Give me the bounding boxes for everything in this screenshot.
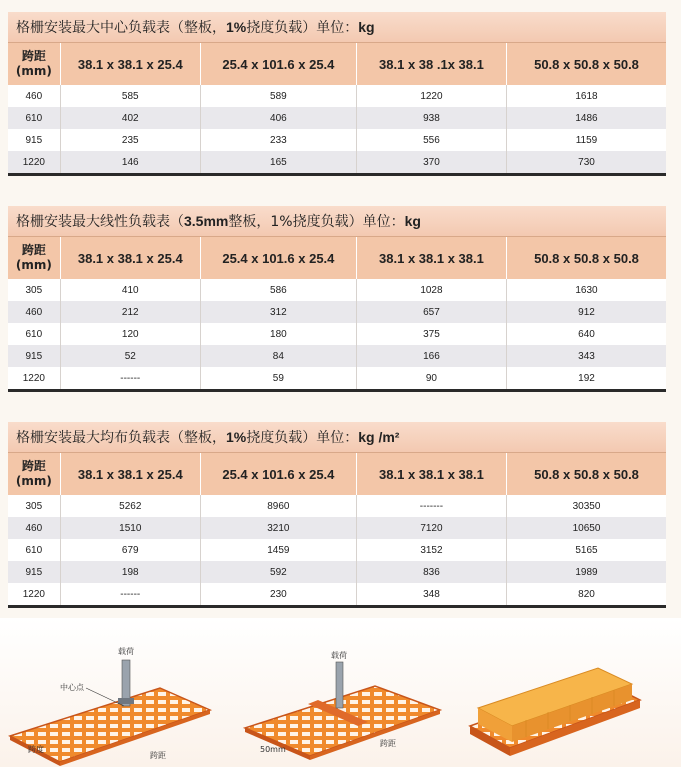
cell: 7120 (356, 517, 506, 539)
illustration-svg (0, 618, 681, 767)
title-bold: 1% (226, 19, 247, 35)
cell: 84 (200, 345, 356, 367)
table-linear-load (8, 206, 666, 392)
table-row (8, 539, 666, 561)
cell: 679 (60, 539, 200, 561)
cell: 1486 (506, 107, 666, 129)
column-header: 25.4 x 101.6 x 25.4 (200, 237, 356, 279)
cell: 192 (506, 367, 666, 389)
cell: 556 (356, 129, 506, 151)
cell: 235 (60, 129, 200, 151)
table-row (8, 129, 666, 151)
cell: 212 (60, 301, 200, 323)
cell: 312 (200, 301, 356, 323)
column-header: 38.1 x 38 .1x 38.1 (356, 43, 506, 85)
cell: 52 (60, 345, 200, 367)
cell: 233 (200, 129, 356, 151)
table-title (8, 206, 666, 236)
title-bold: 1% (226, 429, 247, 445)
cell: 836 (356, 561, 506, 583)
title-text: 格栅安装最大均布负载表（整板， (16, 430, 226, 446)
cell: 1989 (506, 561, 666, 583)
cell: 592 (200, 561, 356, 583)
table-uniform-load (8, 422, 666, 608)
cell: 585 (60, 85, 200, 107)
cell: 198 (60, 561, 200, 583)
cell: 59 (200, 367, 356, 389)
cell: 1618 (506, 85, 666, 107)
load-plunger-2 (336, 662, 343, 708)
cell: 1028 (356, 279, 506, 301)
cell: 610 (25, 112, 43, 124)
table-row (8, 85, 666, 107)
table-rule (8, 389, 666, 392)
column-header: 38.1 x 38.1 x 25.4 (60, 453, 200, 495)
title-bold: 3.5mm (184, 213, 229, 229)
title-unit: kg (358, 19, 375, 35)
load-label: 载荷 (118, 647, 134, 656)
cell: 915 (25, 566, 43, 578)
cell: 402 (60, 107, 200, 129)
span-header: 跨距 (mm) (15, 49, 52, 78)
center-load-grating (10, 646, 210, 766)
cell: 8960 (200, 495, 356, 517)
column-header: 38.1 x 38.1 x 38.1 (356, 237, 506, 279)
span-header: 跨距 (mm) (15, 243, 52, 272)
cell: 3152 (356, 539, 506, 561)
cell: 120 (60, 323, 200, 345)
title-text-2: 整板，1%挠度负载）单位： (228, 214, 405, 230)
cell: 5165 (506, 539, 666, 561)
cell: 166 (356, 345, 506, 367)
column-header: 50.8 x 50.8 x 50.8 (506, 237, 666, 279)
table-row (8, 583, 666, 605)
title-text: 格栅安装最大线性负载表（ (16, 214, 184, 230)
cell: 938 (356, 107, 506, 129)
uniform-load-grating (470, 668, 640, 756)
title-text: 格栅安装最大中心负载表（整板， (16, 20, 226, 36)
cell: 1630 (506, 279, 666, 301)
cell: 1220 (22, 588, 45, 600)
cell: 610 (25, 328, 43, 340)
center-point-label: 中心点 (60, 683, 84, 692)
table-row (8, 517, 666, 539)
load-plate (118, 698, 134, 704)
column-header: 38.1 x 38.1 x 38.1 (356, 453, 506, 495)
table-rule (8, 173, 666, 176)
table-row (8, 279, 666, 301)
table-header (8, 452, 666, 495)
cell: 165 (200, 151, 356, 173)
column-header: 50.8 x 50.8 x 50.8 (506, 453, 666, 495)
table-center-load (8, 12, 666, 176)
table-row (8, 561, 666, 583)
table-row (8, 107, 666, 129)
table-row (8, 495, 666, 517)
span-label-2: 跨距 (380, 739, 396, 748)
mm-label: 50mm (260, 745, 286, 754)
load-illustrations (0, 618, 681, 767)
cell: 375 (356, 323, 506, 345)
title-text-2: 挠度负载）单位： (246, 20, 359, 36)
title-text-2: 挠度负载）单位： (246, 430, 359, 446)
cell: 915 (25, 350, 43, 362)
width-label: 跨度 (28, 745, 44, 754)
title-unit: kg (404, 213, 421, 229)
cell: 1220 (22, 156, 45, 168)
load-label-2: 载荷 (331, 651, 347, 660)
cell: 5262 (60, 495, 200, 517)
span-label: 跨距 (150, 751, 166, 760)
table-title (8, 422, 666, 452)
column-header: 25.4 x 101.6 x 25.4 (200, 43, 356, 85)
cell: 305 (25, 284, 43, 296)
cell: 730 (506, 151, 666, 173)
cell: 820 (506, 583, 666, 605)
cell: 610 (25, 544, 43, 556)
cell: 10650 (506, 517, 666, 539)
cell: 1459 (200, 539, 356, 561)
cell: 589 (200, 85, 356, 107)
cell: 1159 (506, 129, 666, 151)
cell: 370 (356, 151, 506, 173)
cell: 348 (356, 583, 506, 605)
table-rule (8, 605, 666, 608)
cell: 343 (506, 345, 666, 367)
line-load-grating (245, 650, 440, 760)
table-row (8, 323, 666, 345)
span-header: 跨距 (mm) (15, 459, 52, 488)
cell: 586 (200, 279, 356, 301)
cell: 30350 (506, 495, 666, 517)
table-row (8, 345, 666, 367)
cell: 406 (200, 107, 356, 129)
cell: 460 (25, 90, 43, 102)
cell: 460 (25, 306, 43, 318)
cell: 657 (356, 301, 506, 323)
cell: 90 (356, 367, 506, 389)
cell: 912 (506, 301, 666, 323)
cell: 3210 (200, 517, 356, 539)
title-unit: kg /m² (358, 429, 400, 445)
cell: 915 (25, 134, 43, 146)
center-pointer (86, 688, 124, 706)
table-title (8, 12, 666, 42)
table-header (8, 236, 666, 279)
cell: ------- (356, 495, 506, 517)
column-header: 50.8 x 50.8 x 50.8 (506, 43, 666, 85)
cell: 460 (25, 522, 43, 534)
cell: ------ (60, 367, 200, 389)
table-row (8, 367, 666, 389)
table-row (8, 151, 666, 173)
cell: 230 (200, 583, 356, 605)
column-header: 25.4 x 101.6 x 25.4 (200, 453, 356, 495)
cell: 410 (60, 279, 200, 301)
cell: 1510 (60, 517, 200, 539)
cell: 305 (25, 500, 43, 512)
cell: 180 (200, 323, 356, 345)
cell: 640 (506, 323, 666, 345)
cell: 146 (60, 151, 200, 173)
cell: ------ (60, 583, 200, 605)
cell: 1220 (22, 372, 45, 384)
table-row (8, 301, 666, 323)
table-header (8, 42, 666, 85)
cell: 1220 (356, 85, 506, 107)
column-header: 38.1 x 38.1 x 25.4 (60, 237, 200, 279)
column-header: 38.1 x 38.1 x 25.4 (60, 43, 200, 85)
